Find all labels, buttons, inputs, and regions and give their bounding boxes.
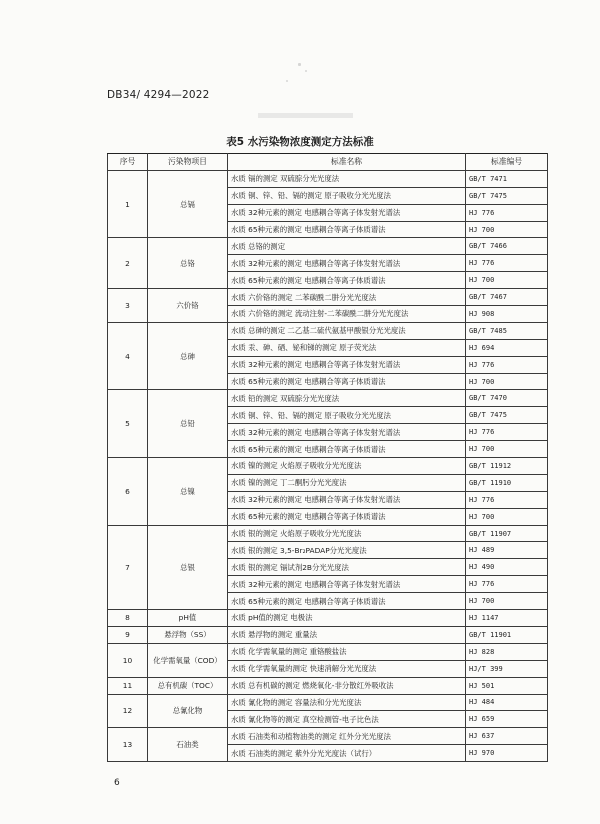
item-number: 13 <box>108 728 148 762</box>
standard-name: 水质 65种元素的测定 电感耦合等离子体质谱法 <box>228 272 466 289</box>
item-number: 11 <box>108 677 148 694</box>
standard-name: 水质 石油类的测定 紫外分光光度法（试行） <box>228 745 466 762</box>
standard-code: HJ 776 <box>466 491 548 508</box>
column-header-standard-code: 标准编号 <box>466 154 548 171</box>
standard-code: HJ 659 <box>466 711 548 728</box>
standard-code: GB/T 11901 <box>466 626 548 643</box>
standard-name: 水质 化学需氧量的测定 重铬酸盐法 <box>228 643 466 660</box>
standard-code: HJ 776 <box>466 424 548 441</box>
standard-name: 水质 悬浮物的测定 重量法 <box>228 626 466 643</box>
standard-code: GB/T 7485 <box>466 322 548 339</box>
pollutant-name: 总镉 <box>148 170 228 238</box>
column-header-pollutant: 污染物项目 <box>148 154 228 171</box>
standard-name: 水质 65种元素的测定 电感耦合等离子体质谱法 <box>228 441 466 458</box>
standard-code: HJ 700 <box>466 221 548 238</box>
standard-name: 水质 65种元素的测定 电感耦合等离子体质谱法 <box>228 593 466 610</box>
pollutant-name: 总氰化物 <box>148 694 228 728</box>
standard-name: 水质 氰化物的测定 容量法和分光光度法 <box>228 694 466 711</box>
table-header-row <box>108 154 548 171</box>
standard-name: 水质 铅的测定 双硫腙分光光度法 <box>228 390 466 407</box>
standard-code: GB/T 7466 <box>466 238 548 255</box>
table-row <box>108 525 548 542</box>
standard-code: GB/T 7475 <box>466 407 548 424</box>
standard-code: HJ 776 <box>466 204 548 221</box>
scan-artifact <box>258 113 353 118</box>
standard-name: 水质 32种元素的测定 电感耦合等离子体发射光谱法 <box>228 491 466 508</box>
standard-name: 水质 32种元素的测定 电感耦合等离子体发射光谱法 <box>228 424 466 441</box>
standard-code: HJ/T 399 <box>466 660 548 677</box>
item-number: 6 <box>108 458 148 526</box>
standard-name: 水质 65种元素的测定 电感耦合等离子体质谱法 <box>228 373 466 390</box>
pollutant-name: 总铅 <box>148 390 228 458</box>
pollutant-name: 总砷 <box>148 322 228 390</box>
item-number: 2 <box>108 238 148 289</box>
table-row <box>108 322 548 339</box>
standard-code: HJ 700 <box>466 272 548 289</box>
standard-name: 水质 六价铬的测定 流动注射-二苯碳酰二肼分光光度法 <box>228 306 466 323</box>
standard-code: HJ 908 <box>466 306 548 323</box>
standard-name: 水质 六价铬的测定 二苯碳酰二肼分光光度法 <box>228 289 466 306</box>
pollutant-name: pH值 <box>148 610 228 627</box>
column-header-standard-name: 标准名称 <box>228 154 466 171</box>
pollutant-name: 总镍 <box>148 458 228 526</box>
standard-code: HJ 1147 <box>466 610 548 627</box>
standard-code: HJ 970 <box>466 745 548 762</box>
standard-code: HJ 484 <box>466 694 548 711</box>
item-number: 1 <box>108 170 148 238</box>
standard-code: HJ 776 <box>466 356 548 373</box>
column-header-no: 序号 <box>108 154 148 171</box>
table-row <box>108 238 548 255</box>
table-row <box>108 694 548 711</box>
standard-name: 水质 32种元素的测定 电感耦合等离子体发射光谱法 <box>228 576 466 593</box>
pollutant-name: 化学需氧量（COD） <box>148 643 228 677</box>
standard-code: HJ 828 <box>466 643 548 660</box>
standard-name: 水质 pH值的测定 电极法 <box>228 610 466 627</box>
item-number: 12 <box>108 694 148 728</box>
standard-name: 水质 32种元素的测定 电感耦合等离子体发射光谱法 <box>228 356 466 373</box>
standard-code: GB/T 11907 <box>466 525 548 542</box>
item-number: 4 <box>108 322 148 390</box>
item-number: 7 <box>108 525 148 609</box>
standard-code: HJ 776 <box>466 255 548 272</box>
standard-name: 水质 汞、砷、硒、铋和锑的测定 原子荧光法 <box>228 339 466 356</box>
table-row <box>108 610 548 627</box>
pollutant-name: 总有机碳（TOC） <box>148 677 228 694</box>
table-row <box>108 458 548 475</box>
standard-code: HJ 700 <box>466 593 548 610</box>
standard-code: HJ 490 <box>466 559 548 576</box>
scan-artifact <box>305 70 307 72</box>
standard-name: 水质 镍的测定 火焰原子吸收分光光度法 <box>228 458 466 475</box>
standard-name: 水质 镍的测定 丁二酮肟分光光度法 <box>228 474 466 491</box>
table-row <box>108 289 548 306</box>
table-row <box>108 390 548 407</box>
standard-name: 水质 石油类和动植物油类的测定 红外分光光度法 <box>228 728 466 745</box>
standard-code: GB/T 11910 <box>466 474 548 491</box>
standard-name: 水质 32种元素的测定 电感耦合等离子体发射光谱法 <box>228 204 466 221</box>
table-row <box>108 170 548 187</box>
standards-table <box>107 153 548 762</box>
standard-name: 水质 铜、锌、铅、镉的测定 原子吸收分光光度法 <box>228 187 466 204</box>
standard-code: HJ 637 <box>466 728 548 745</box>
scan-artifact <box>286 80 288 82</box>
scan-artifact <box>298 63 301 66</box>
standard-code: HJ 694 <box>466 339 548 356</box>
table-row <box>108 677 548 694</box>
standard-name: 水质 总有机碳的测定 燃烧氧化-非分散红外吸收法 <box>228 677 466 694</box>
pollutant-name: 悬浮物（SS） <box>148 626 228 643</box>
document-code: DB34/ 4294—2022 <box>107 89 210 101</box>
standard-name: 水质 化学需氧量的测定 快速消解分光光度法 <box>228 660 466 677</box>
standard-code: HJ 700 <box>466 508 548 525</box>
item-number: 3 <box>108 289 148 323</box>
standard-name: 水质 总铬的测定 <box>228 238 466 255</box>
standard-name: 水质 银的测定 镉试剂2B分光光度法 <box>228 559 466 576</box>
item-number: 5 <box>108 390 148 458</box>
item-number: 8 <box>108 610 148 627</box>
standard-name: 水质 铜、锌、铅、镉的测定 原子吸收分光光度法 <box>228 407 466 424</box>
table-row <box>108 643 548 660</box>
standard-name: 水质 65种元素的测定 电感耦合等离子体质谱法 <box>228 221 466 238</box>
standard-code: GB/T 7470 <box>466 390 548 407</box>
standard-name: 水质 镉的测定 双硫腙分光光度法 <box>228 170 466 187</box>
table-body <box>108 170 548 761</box>
table-title: 表5 水污染物浓度测定方法标准 <box>226 136 374 148</box>
page-number: 6 <box>114 778 120 788</box>
standard-code: GB/T 7471 <box>466 170 548 187</box>
item-number: 10 <box>108 643 148 677</box>
pollutant-name: 总银 <box>148 525 228 609</box>
standard-code: HJ 700 <box>466 441 548 458</box>
standard-code: HJ 700 <box>466 373 548 390</box>
standard-code: HJ 501 <box>466 677 548 694</box>
table-row <box>108 626 548 643</box>
pollutant-name: 总铬 <box>148 238 228 289</box>
standard-name: 水质 65种元素的测定 电感耦合等离子体质谱法 <box>228 508 466 525</box>
standard-name: 水质 32种元素的测定 电感耦合等离子体发射光谱法 <box>228 255 466 272</box>
standard-code: GB/T 7467 <box>466 289 548 306</box>
standard-code: GB/T 11912 <box>466 458 548 475</box>
standard-name: 水质 氰化物等的测定 真空检测管-电子比色法 <box>228 711 466 728</box>
standard-code: HJ 776 <box>466 576 548 593</box>
standard-name: 水质 银的测定 3,5-Br₂PADAP分光光度法 <box>228 542 466 559</box>
table-row <box>108 728 548 745</box>
standard-code: GB/T 7475 <box>466 187 548 204</box>
item-number: 9 <box>108 626 148 643</box>
pollutant-name: 六价铬 <box>148 289 228 323</box>
pollutant-name: 石油类 <box>148 728 228 762</box>
standard-name: 水质 总砷的测定 二乙基二硫代氨基甲酸银分光光度法 <box>228 322 466 339</box>
standard-name: 水质 银的测定 火焰原子吸收分光光度法 <box>228 525 466 542</box>
standard-code: HJ 489 <box>466 542 548 559</box>
